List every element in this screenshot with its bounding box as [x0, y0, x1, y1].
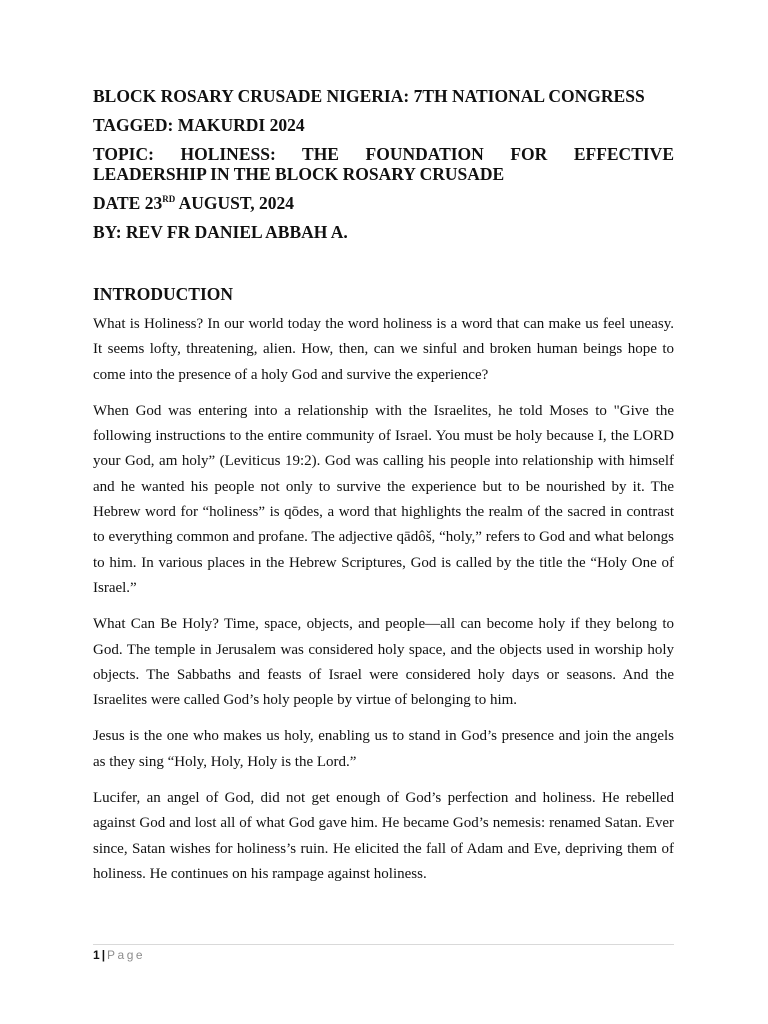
page-footer [93, 948, 145, 962]
date-ordinal-suffix: RD [162, 194, 176, 205]
document-title: BLOCK ROSARY CRUSADE NIGERIA: 7TH NATIONAL CONGRESS [93, 86, 645, 106]
topic-line: TOPIC: HOLINESS: THE FOUNDATION FOR EFFECTIVE LEADERSHIP IN THE BLOCK ROSARY CRUSADE [93, 144, 674, 184]
date-prefix: DATE 23 [93, 193, 163, 213]
tagged-line: TAGGED: MAKURDI 2024 [93, 115, 305, 135]
page-number: 1 [93, 948, 100, 962]
paragraph: Jesus is the one who makes us holy, enabling us to stand in God’s presence and join the angels as they sing “Holy, Holy, Holy is the Lord.” [93, 728, 674, 770]
paragraph: When God was entering into a relationship with the Israelites, he told Moses to "Give the following instructions to the entire community of Israel. You must be holy because I, the LORD your God, am holy” (Leviticus 19:2). God was calling his people into relationship with himself and he wanted his people not only to survive the experience but to be nourished by it. The Hebrew word for “holiness” is qōdes, a word that highlights the realm of the sacred in contrast to everything common and profane. The adjective qādôš, “holy,” refers to God and what belongs to him. In various places in the Hebrew Scriptures, God is called by the title the “Holy One of Israel.” [93, 402, 674, 596]
date-rest: AUGUST, 2024 [175, 193, 294, 213]
author-line: BY: REV FR DANIEL ABBAH A. [93, 222, 348, 242]
page-label: Page [107, 948, 146, 962]
document-content [93, 86, 674, 898]
footer-divider [93, 944, 674, 945]
section-heading: INTRODUCTION [93, 284, 234, 304]
paragraph: What is Holiness? In our world today the word holiness is a word that can make us feel uneasy. It seems lofty, threatening, alien. How, then, can we sinful and broken human beings hope to come into the presence of a holy God and survive the experience? [93, 316, 674, 383]
date-line [93, 193, 674, 213]
footer-separator: | [101, 948, 106, 962]
paragraph: What Can Be Holy? Time, space, objects, and people—all can become holy if they belong to God. The temple in Jerusalem was considered holy space, and the objects used in worship holy objects. The Sabbaths and feasts of Israel were considered holy days or seasons. And the Israelites were called God’s holy people by virtue of belonging to him. [93, 616, 674, 709]
paragraph: Lucifer, an angel of God, did not get enough of God’s perfection and holiness. He rebelled against God and lost all of what God gave him. He became God’s nemesis: renamed Satan. Ever since, Satan wishes for holiness’s ruin. He elicited the fall of Adam and Eve, depriving them of holiness. He continues on his rampage against holiness. [93, 790, 674, 882]
